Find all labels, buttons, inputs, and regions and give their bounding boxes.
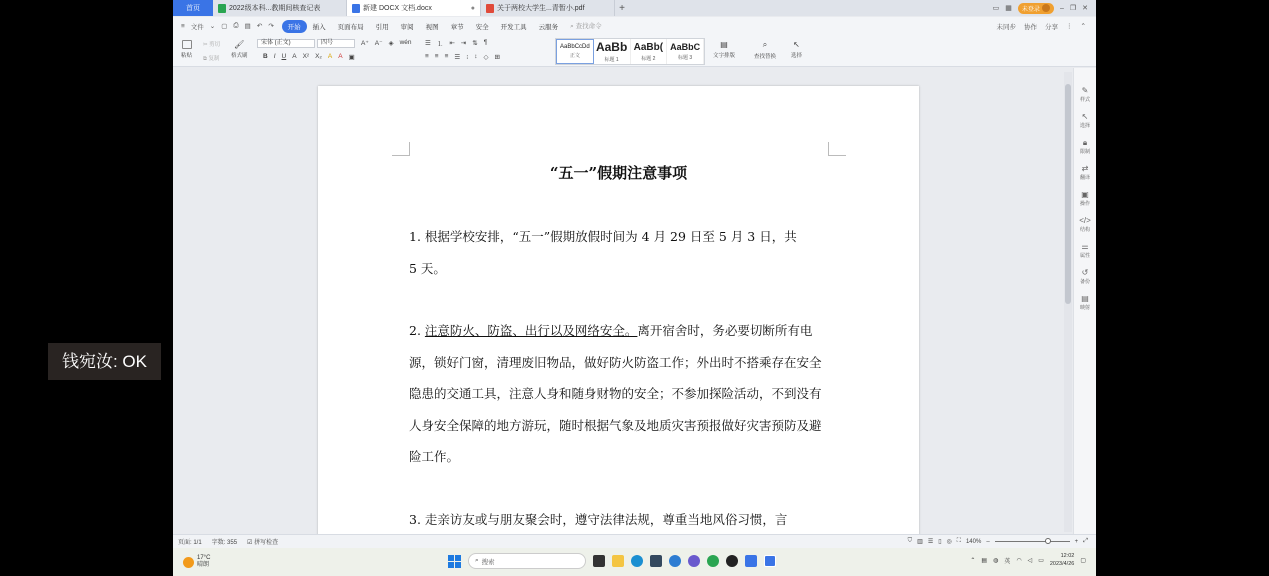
login-label: 未登录 [1021, 6, 1040, 13]
crop-mark [392, 142, 410, 156]
document-page[interactable] [318, 86, 919, 534]
page-indicator[interactable]: 页面: 1/1 [178, 540, 202, 546]
reading-view-icon[interactable]: ▯ [938, 539, 942, 545]
align-tools [425, 53, 500, 61]
input-method[interactable]: 英 [1004, 558, 1011, 565]
code-icon: </> [1079, 216, 1091, 225]
wifi-icon[interactable]: ◠ [1016, 557, 1022, 564]
zoom-out-icon[interactable]: – [986, 538, 990, 545]
paragraph-1-line-1: 1. 根据学校安排，“五一”假期放假时间为 4 月 29 日至 5 月 3 日，共 [409, 229, 797, 244]
align-center-icon[interactable]: ≡ [434, 53, 439, 60]
style-gallery [555, 38, 705, 65]
font-color-icon[interactable]: A [338, 53, 343, 60]
search-command[interactable] [570, 21, 601, 31]
increase-indent-icon[interactable]: ⇥ [460, 40, 467, 47]
search-icon: ⌕ [570, 23, 574, 30]
sidebar-label: 样式 [1079, 97, 1090, 103]
bullet-list-icon[interactable]: ☰ [425, 40, 431, 47]
superscript-icon[interactable]: X² [302, 53, 310, 60]
tab-review[interactable]: 审阅 [400, 23, 414, 31]
line-spacing-icon[interactable]: ↕ [474, 53, 478, 60]
clock[interactable] [1050, 552, 1074, 568]
ribbon-toolbar [173, 35, 1096, 67]
sync-status[interactable]: 未同步 [996, 23, 1017, 31]
tab-document-xlsx[interactable] [213, 0, 347, 16]
speaker-icon[interactable]: ◁ [1027, 557, 1033, 564]
paragraph-1-line-2: 5 天。 [409, 260, 446, 276]
sidebar-restrict[interactable] [1080, 138, 1090, 155]
sidebar-label: 限制 [1079, 149, 1090, 155]
style-heading-2[interactable] [631, 39, 668, 64]
magnifier-icon: ⌕ [762, 40, 768, 49]
font-tools [361, 39, 412, 47]
web-view-icon[interactable]: ◎ [946, 539, 952, 545]
file-menu[interactable]: 文件 [190, 23, 204, 31]
spell-check[interactable] [247, 537, 278, 546]
highlight-icon[interactable]: A [327, 53, 333, 60]
paragraph-1 [409, 221, 833, 284]
tray-app-icon[interactable]: ◍ [993, 557, 999, 564]
paste-label: 粘贴 [181, 53, 193, 59]
sidebar-operate[interactable] [1080, 190, 1090, 207]
notification-icon[interactable]: ▢ [1080, 557, 1086, 564]
start-button[interactable] [448, 555, 461, 568]
paragraph-3: 3. 走亲访友或与朋友聚会时，遵守法律法规，尊重当地风俗习惯，言 [409, 512, 788, 527]
strikethrough-icon[interactable]: A [292, 53, 297, 60]
minimize-icon[interactable]: – [1059, 4, 1064, 12]
style-heading-3[interactable] [667, 39, 704, 64]
sidebar-translate[interactable] [1080, 164, 1090, 181]
map-icon: ▤ [1081, 294, 1089, 303]
align-right-icon[interactable]: ≡ [444, 53, 449, 60]
tab-label: 新建 DOCX 文档.docx [363, 5, 432, 12]
clock-time: 12:02 [1060, 553, 1075, 559]
tab-page-layout[interactable]: 页面布局 [337, 23, 364, 31]
preview-icon[interactable]: ▤ [244, 23, 251, 30]
show-marks-icon[interactable]: ¶ [483, 39, 488, 46]
tray-chevron-icon[interactable]: ⌃ [970, 557, 976, 564]
collaborate-button[interactable]: 协作 [1024, 23, 1038, 31]
cursor-icon: ↖ [1081, 112, 1089, 121]
justify-icon[interactable]: ☰ [454, 54, 461, 61]
copy-label: 复制 [208, 56, 220, 62]
wps-icon[interactable] [764, 555, 776, 567]
redo-icon[interactable]: ↷ [268, 23, 274, 30]
sidebar-label: 映射 [1079, 305, 1090, 311]
avatar [1042, 4, 1050, 12]
wechat-icon[interactable] [707, 555, 719, 567]
phonetic-icon[interactable]: wén [399, 39, 412, 46]
translate-icon: ⇄ [1081, 164, 1089, 173]
store-icon[interactable] [650, 555, 662, 567]
search-command-label: 查找命令 [575, 23, 602, 30]
close-tab-icon[interactable]: ● [470, 4, 475, 12]
login-button[interactable] [1018, 3, 1054, 14]
lock-icon: 🔒︎ [1082, 138, 1088, 147]
battery-icon[interactable]: ▭ [1038, 557, 1044, 564]
sidebar-backup[interactable] [1080, 268, 1090, 285]
fullscreen-icon[interactable]: ⤢ [1083, 538, 1088, 544]
spreadsheet-file-icon [218, 4, 226, 13]
participant-label: 钱宛汝: OK [48, 343, 161, 380]
sidebar-style[interactable] [1080, 86, 1090, 103]
tab-cloud[interactable]: 云服务 [538, 23, 559, 31]
qq-icon[interactable] [726, 555, 738, 567]
select-button[interactable] [791, 40, 802, 59]
tab-view[interactable]: 视图 [425, 23, 439, 31]
menu-icon[interactable]: ≡ [181, 22, 185, 30]
zoom-slider[interactable] [995, 541, 1070, 542]
format-painter-label: 格式刷 [231, 53, 248, 59]
operate-icon: ▣ [1081, 190, 1089, 199]
paragraph-tools [425, 39, 487, 48]
paragraph-2-number: 2. [409, 323, 425, 338]
undo-icon[interactable]: ↶ [256, 23, 263, 30]
clock-date: 2023/4/26 [1049, 561, 1075, 567]
taskbar-search[interactable] [468, 553, 586, 569]
wps-writer-window [173, 0, 1096, 576]
paragraph-2-body: 离开宿舍时，务必要切断所有电源，锁好门窗，清理废旧物品，做好防火防盗工作；外出时不搭乘存在安全隐患的交通工具，注意人身和随身财物的安全；不参加探险活动，不到没有人身安全保障的地方游玩，随时根据气象及地质灾害预报做好灾害预防及避险工作。 [409, 323, 822, 465]
sidebar-label: 结构 [1079, 227, 1090, 233]
app-icon[interactable] [688, 555, 700, 567]
format-tools [263, 53, 355, 61]
brush-icon: 🖌 [234, 40, 245, 49]
tab-security[interactable]: 安全 [475, 23, 489, 31]
tab-label: 2022级本科...教期间核查记表 [229, 5, 321, 12]
paste-button[interactable] [181, 40, 192, 59]
windows-taskbar [173, 548, 1096, 576]
shading-icon[interactable]: ◇ [483, 54, 489, 61]
crop-mark [828, 142, 846, 156]
paragraph-2 [409, 315, 833, 473]
sidebar-properties[interactable] [1080, 242, 1090, 259]
tab-developer[interactable]: 开发工具 [500, 23, 527, 31]
zoom-level[interactable]: 140% [965, 538, 982, 545]
layout-icon[interactable]: ▭ [992, 5, 1000, 12]
word-count[interactable]: 字数: 355 [211, 540, 238, 546]
document-canvas [173, 68, 1073, 534]
style-preview: AaBbC [670, 42, 701, 52]
border-icon[interactable]: ⊞ [494, 54, 500, 61]
task-view-icon[interactable] [593, 555, 605, 567]
tray-app-icon[interactable]: ▤ [981, 557, 988, 564]
style-preview: AaBbCcDd [560, 44, 590, 50]
tab-section[interactable]: 章节 [450, 23, 464, 31]
vertical-scrollbar[interactable] [1064, 72, 1072, 532]
sidebar-label: 翻译 [1079, 175, 1090, 181]
sidebar-label: 选择 [1079, 123, 1090, 129]
clear-format-icon[interactable]: ◈ [388, 40, 394, 47]
spell-check-label: 拼写检查 [254, 540, 279, 546]
paste-icon [182, 40, 192, 49]
status-bar [173, 534, 1096, 548]
style-preview: AaBb( [633, 41, 664, 53]
select-label: 选择 [791, 53, 803, 59]
save-icon[interactable]: ▢ [221, 23, 228, 30]
sidebar-select[interactable] [1080, 112, 1090, 129]
find-replace-button[interactable] [754, 40, 776, 60]
sidebar-label: 属性 [1079, 253, 1090, 259]
tab-start[interactable]: 开始 [282, 20, 307, 33]
numbered-list-icon[interactable]: ⒈ [436, 41, 444, 48]
more-icon[interactable]: ⋮ [1066, 22, 1073, 30]
scrollbar-thumb[interactable] [1065, 84, 1071, 304]
subscript-icon[interactable]: X₂ [315, 53, 322, 60]
distribute-icon[interactable]: ⁝ [466, 54, 469, 61]
edge-icon[interactable] [631, 555, 643, 567]
bold-icon[interactable]: B [263, 53, 268, 60]
tab-document-pdf[interactable] [481, 0, 615, 16]
cut-label: 剪切 [209, 42, 221, 48]
taskbar-search-label: 搜索 [481, 558, 495, 566]
protect-icon[interactable]: ⛉ [907, 538, 913, 544]
tab-home[interactable]: 首页 [173, 0, 213, 16]
maximize-icon[interactable]: ❐ [1069, 5, 1077, 12]
style-normal[interactable] [556, 39, 594, 64]
cursor-icon: ↖ [793, 40, 800, 49]
sidebar-label: 操作 [1079, 201, 1090, 207]
style-name: 标题 3 [678, 55, 693, 61]
weather-condition: 晴朗 [197, 562, 210, 568]
char-border-icon[interactable]: ▣ [348, 54, 355, 61]
temperature: 17°C [197, 555, 211, 561]
checkbox-icon: ☑ [247, 540, 253, 546]
text-layout-label: 文字排版 [713, 53, 736, 59]
close-window-icon[interactable]: ✕ [1082, 5, 1088, 12]
new-tab-button[interactable]: + [619, 2, 625, 14]
sliders-icon: ⚌ [1081, 242, 1089, 251]
search-icon: ⌕ [475, 557, 479, 564]
align-left-icon[interactable]: ≡ [425, 53, 429, 60]
zoom-slider-knob[interactable] [1045, 538, 1051, 544]
menu-bar [173, 17, 1096, 35]
underline-icon[interactable]: U [281, 53, 287, 60]
document-title: “五一”假期注意事项 [549, 164, 688, 182]
style-name: 标题 2 [641, 55, 656, 62]
sidebar-structure[interactable] [1079, 216, 1091, 233]
grow-font-icon[interactable]: A⁺ [361, 40, 369, 47]
weather-widget[interactable] [173, 555, 210, 569]
meeting-icon[interactable] [745, 555, 757, 567]
text-layout-icon: ▤ [720, 40, 728, 49]
sort-icon[interactable]: ⇅ [472, 40, 478, 47]
grid-icon[interactable]: ▦ [1005, 5, 1012, 12]
right-task-pane [1073, 68, 1096, 534]
fit-icon[interactable]: ⛶ [956, 538, 961, 544]
decrease-indent-icon[interactable]: ⇤ [449, 40, 455, 47]
sun-icon [183, 557, 194, 568]
copy-button[interactable]: ⧉ 复制 [203, 56, 220, 62]
style-heading-1[interactable] [594, 39, 631, 64]
tab-insert[interactable]: 插入 [312, 23, 326, 31]
pdf-file-icon [486, 4, 494, 13]
chevron-down-icon[interactable]: ⌄ [209, 23, 216, 30]
sidebar-label: 备份 [1079, 279, 1090, 285]
style-name: 正文 [569, 53, 580, 59]
paragraph-2-underlined: 注意防火、防盗、出行以及网络安全。 [424, 323, 638, 338]
style-name: 标题 1 [604, 57, 619, 63]
zoom-in-icon[interactable]: + [1074, 538, 1079, 545]
pen-icon: ✎ [1081, 86, 1089, 95]
word-file-icon [352, 4, 360, 13]
font-family-select[interactable]: 宋体 (正文) [257, 39, 315, 48]
browser-icon[interactable] [669, 555, 681, 567]
shrink-font-icon[interactable]: A⁻ [374, 40, 383, 47]
font-size-select[interactable]: 四号 [317, 39, 355, 48]
format-painter-button[interactable] [231, 40, 248, 59]
page-view-icon[interactable]: ▥ [917, 539, 923, 545]
outline-view-icon[interactable]: ☰ [927, 539, 934, 545]
cut-button[interactable]: ✂ 剪切 [203, 42, 221, 48]
collapse-ribbon-icon[interactable]: ⌃ [1080, 22, 1086, 30]
find-replace-label: 查找替换 [754, 54, 777, 60]
history-icon: ↺ [1081, 268, 1089, 277]
style-preview: AaBb [595, 40, 628, 54]
print-icon[interactable]: ⎙ [233, 22, 239, 29]
share-button[interactable]: 分享 [1045, 23, 1059, 31]
italic-icon[interactable]: I [273, 53, 276, 60]
sidebar-map[interactable] [1080, 294, 1090, 311]
document-tab-bar [173, 0, 1096, 16]
text-layout-button[interactable] [713, 40, 735, 59]
tab-document-docx[interactable] [347, 0, 481, 16]
file-explorer-icon[interactable] [612, 555, 624, 567]
tab-references[interactable]: 引用 [375, 23, 389, 31]
tab-label: 关于两校大学生...青暂小.pdf [497, 5, 585, 12]
